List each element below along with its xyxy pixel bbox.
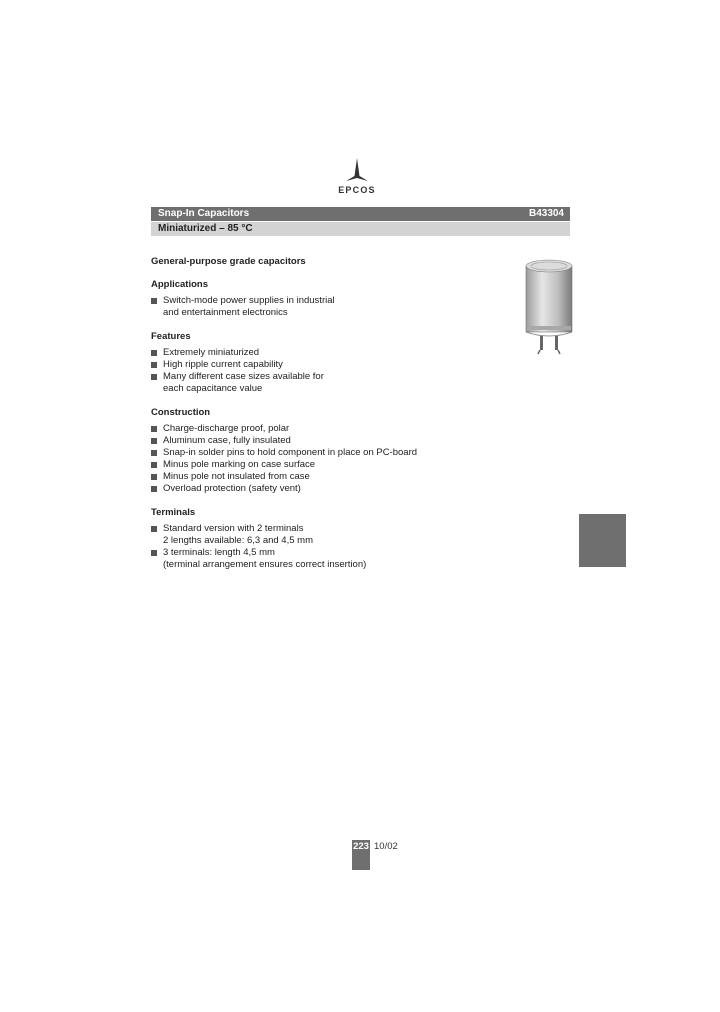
side-tab [579, 514, 626, 567]
part-number: B43304 [528, 208, 564, 219]
intro-text: General-purpose grade capacitors [151, 256, 306, 267]
list-item: Minus pole not insulated from case [151, 471, 481, 483]
list-item: Aluminum case, fully insulated [151, 435, 481, 447]
terminals-title: Terminals [151, 507, 196, 518]
list-item: High ripple current capability [151, 359, 481, 371]
applications-title: Applications [151, 279, 209, 290]
applications-list [151, 295, 481, 319]
construction-list [151, 423, 481, 495]
construction-title: Construction [151, 407, 211, 418]
list-item: Charge-discharge proof, polar [151, 423, 481, 435]
page-number: 223 [352, 840, 370, 870]
capacitor-image [524, 258, 574, 358]
list-item: Snap-in solder pins to hold component in place on PC-board [151, 447, 481, 459]
list-item: Overload protection (safety vent) [151, 483, 481, 495]
footer [352, 840, 398, 854]
epcos-logo [330, 158, 384, 202]
features-list [151, 347, 481, 395]
capacitor-icon [524, 258, 574, 358]
list-item: Minus pole marking on case surface [151, 459, 481, 471]
list-item: Standard version with 2 terminals 2 lengths available: 6,3 and 4,5 mm [151, 523, 481, 547]
terminals-list [151, 523, 481, 571]
header-subtitle: Miniaturized – 85 °C [158, 223, 253, 234]
footer-date: 10/02 [374, 841, 398, 852]
list-item: 3 terminals: length 4,5 mm (terminal arrangement ensures correct insertion) [151, 547, 481, 571]
header-bar [151, 207, 570, 221]
list-item: Switch-mode power supplies in industrial and entertainment electronics [151, 295, 481, 319]
logo-text: EPCOS [338, 185, 376, 195]
list-item: Extremely miniaturized [151, 347, 481, 359]
header-title: Snap-In Capacitors [158, 208, 250, 219]
list-item: Many different case sizes available for each capacitance value [151, 371, 481, 395]
content [151, 256, 481, 583]
subheader-bar [151, 222, 570, 236]
epcos-logo-icon [344, 158, 370, 184]
features-title: Features [151, 331, 191, 342]
